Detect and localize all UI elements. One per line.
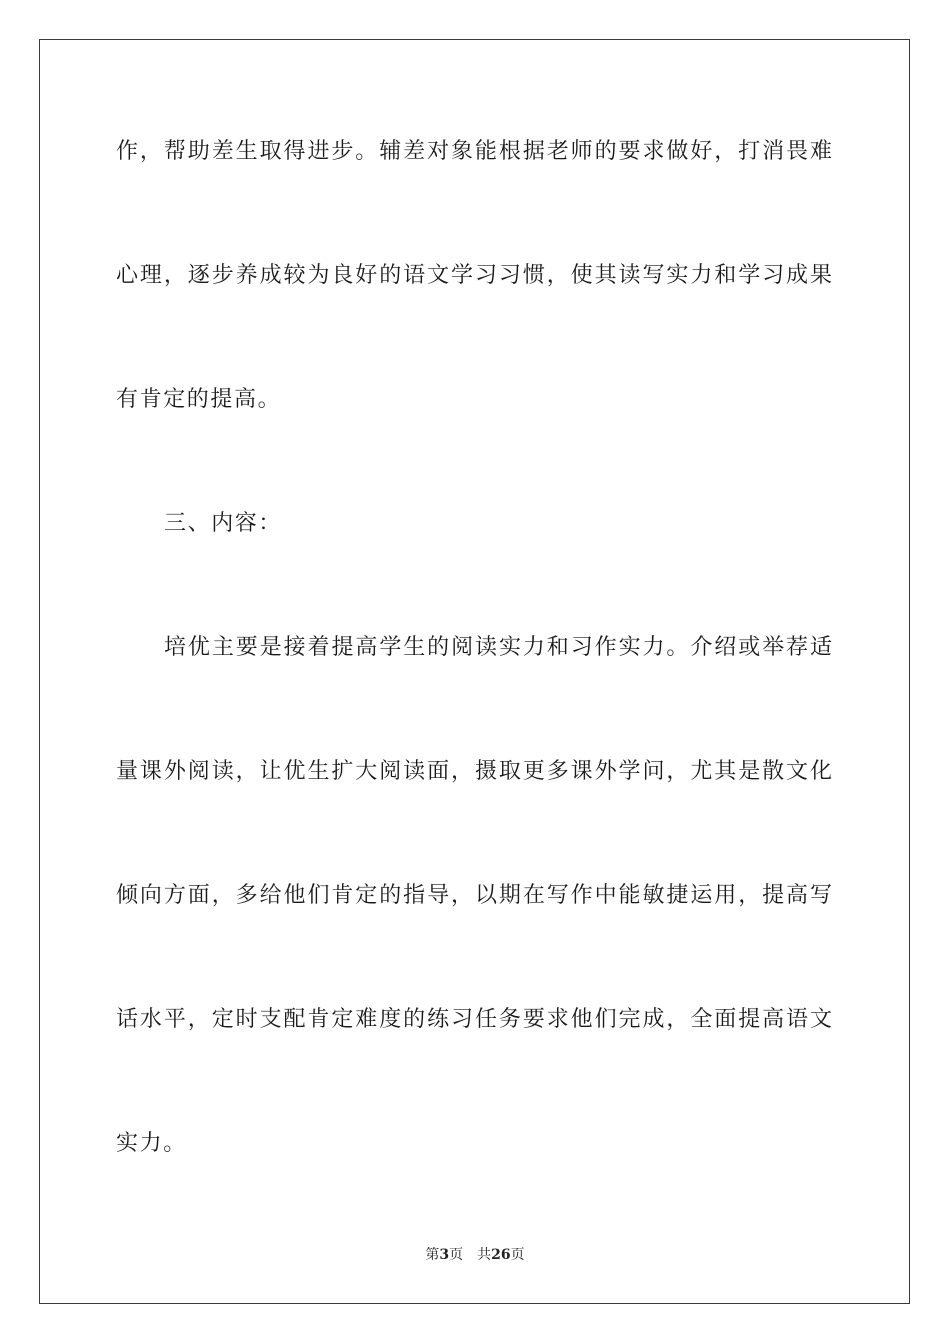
section-heading: 三、内容：: [164, 511, 283, 536]
page-prefix: 第: [425, 1247, 440, 1263]
page-footer: [0, 1245, 950, 1265]
text-line-3: 有肯定的提高。: [116, 387, 282, 412]
text-line-7: 倾向方面，多给他们肯定的指导，以期在写作中能敏捷运用，提高写: [116, 883, 832, 908]
text-line-5: 培优主要是接着提高学生的阅读实力和习作实力。介绍或举荐适: [164, 635, 832, 660]
page-number: 3: [439, 1247, 450, 1263]
total-suffix: 页: [510, 1247, 525, 1263]
page-border: [39, 39, 910, 1304]
total-pages: 26: [491, 1247, 511, 1263]
text-line-9: 实力。: [116, 1131, 187, 1156]
text-line-8: 话水平，定时支配肯定难度的练习任务要求他们完成，全面提高语文: [116, 1007, 832, 1032]
text-line-2: 心理，逐步养成较为良好的语文学习习惯，使其读写实力和学习成果: [116, 263, 832, 288]
text-line-1: 作，帮助差生取得进步。辅差对象能根据老师的要求做好，打消畏难: [116, 139, 832, 164]
text-line-6: 量课外阅读，让优生扩大阅读面，摄取更多课外学问，尤其是散文化: [116, 759, 832, 784]
total-prefix: 共: [477, 1247, 492, 1263]
page-suffix: 页: [449, 1247, 464, 1263]
